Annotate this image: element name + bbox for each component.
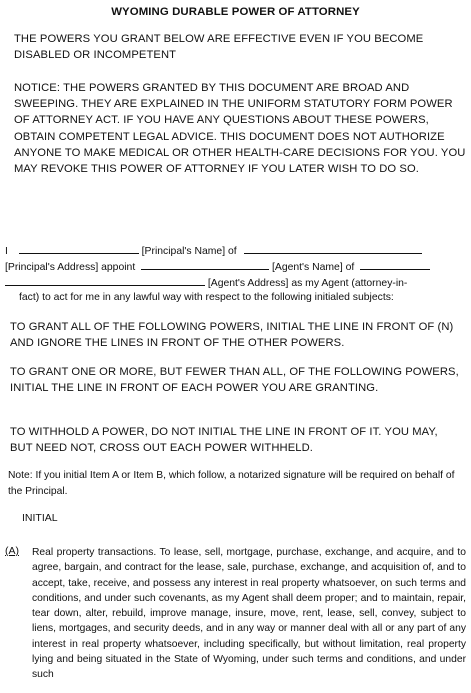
effective-notice: THE POWERS YOU GRANT BELOW ARE EFFECTIVE EVEN IF YOU BECOME DISABLED OR INCOMPETENT <box>14 33 424 62</box>
principal-name-label: [Principal's Name] of <box>141 246 237 257</box>
initial-heading: INITIAL <box>22 512 58 524</box>
i-label: I <box>5 246 8 257</box>
document-title: WYOMING DURABLE POWER OF ATTORNEY <box>111 6 360 18</box>
fill-line-4: fact) to act for me in any lawful way with respect to the following initialed subjects: <box>19 292 394 303</box>
agent-address-label: [Agent's Address] as my Agent (attorney-in- <box>207 278 408 289</box>
instruction-grant-all: TO GRANT ALL OF THE FOLLOWING POWERS, INITIAL THE LINE IN FRONT OF (N) AND IGNORE THE LINES IN FRONT OF THE OTHER POWERS. <box>10 321 454 350</box>
principal-address-label: [Principal's Address] appoint <box>5 262 136 273</box>
notary-note: Note: If you initial Item A or Item B, which follow, a notarized signature will be required on behalf of the Principal. <box>8 470 455 497</box>
item-a-label[interactable]: (A) <box>5 545 19 557</box>
instruction-grant-some: TO GRANT ONE OR MORE, BUT FEWER THAN ALL, OF THE FOLLOWING POWERS, INITIAL THE LINE IN FRONT OF EACH POWER YOU ARE GRANTING. <box>10 366 459 395</box>
principal-address-blank[interactable] <box>244 243 422 254</box>
agent-name-blank[interactable] <box>141 259 269 270</box>
fill-line-2 <box>5 259 430 275</box>
agent-name-label: [Agent's Name] of <box>272 262 355 273</box>
item-a-text: Real property transactions. To lease, sell, mortgage, purchase, exchange, and acquire, and to agree, bargain, and contract for the lease, sale, purchase, exchange, and acquisition of, and to accept, take, receive, and possess any interest in real property whatsoever, on such terms and conditions, and under such covenants, as my Agent shall deem proper; and to maintain, repair, tear down, alter, rebuild, improve manage, insure, move, rent, lease, sell, convey, subject to liens, mortgages, and security deeds, and in any way or manner deal with all or any part of any interest in real property whatsoever, including specifically, but without limitation, real property lying and being situated in the State of Wyoming, under such terms and conditions, and under such <box>32 547 466 681</box>
fill-line-3 <box>5 275 407 291</box>
principal-name-blank[interactable] <box>19 243 139 254</box>
instruction-withhold: TO WITHHOLD A POWER, DO NOT INITIAL THE LINE IN FRONT OF IT. YOU MAY, BUT NEED NOT, CROSS OUT EACH POWER WITHHELD. <box>10 426 438 455</box>
agent-address-blank-1[interactable] <box>360 259 430 270</box>
powers-notice: NOTICE: THE POWERS GRANTED BY THIS DOCUMENT ARE BROAD AND SWEEPING. THEY ARE EXPLAINED IN THE UNIFORM STATUTORY FORM POWER OF ATTORNEY ACT. IF YOU HAVE ANY QUESTIONS ABOUT THESE POWERS, OBTAIN COMPETENT LEGAL ADVICE. THIS DOCUMENT DOES NOT AUTHORIZE ANYONE TO MAKE MEDICAL OR OTHER HEALTH-CARE DECISIONS FOR YOU. YOU MAY REVOKE THIS POWER OF ATTORNEY IF YOU LATER WISH TO DO SO. <box>14 82 466 176</box>
agent-address-blank-2[interactable] <box>5 275 205 286</box>
fill-line-1 <box>5 243 422 259</box>
